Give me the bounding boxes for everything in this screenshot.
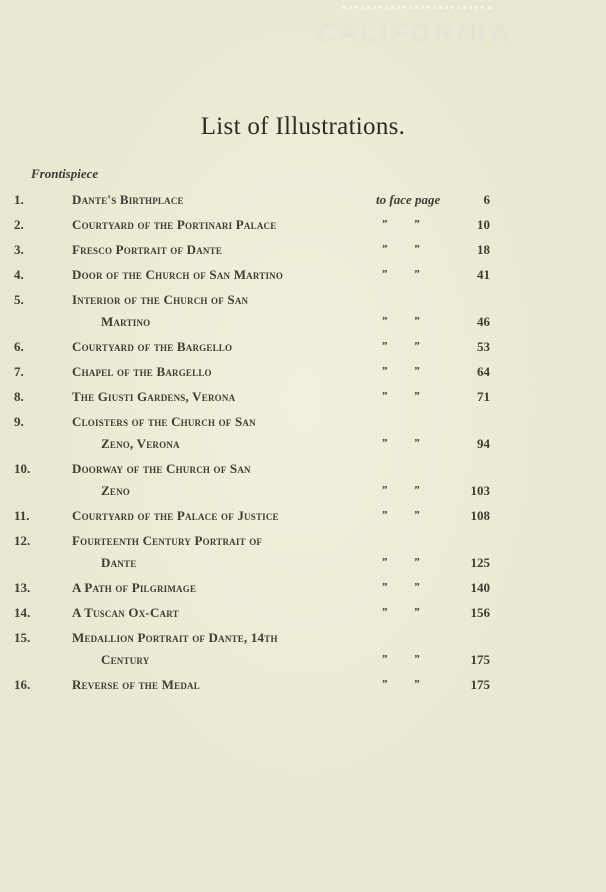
ditto-marks: ” ”: [382, 268, 432, 280]
item-number: 5.: [14, 292, 24, 307]
item-title: Chapel of the Bargello: [72, 364, 212, 379]
ditto-marks: ” ”: [382, 365, 432, 377]
ditto-marks: ” ”: [382, 556, 432, 568]
item-number: 2.: [14, 217, 24, 232]
item-title: A Path of Pilgrimage: [72, 580, 197, 595]
ditto-marks: ” ”: [382, 678, 432, 690]
item-number: 14.: [14, 605, 31, 620]
item-title-continued: Century: [101, 652, 150, 667]
library-stamp: [318, 20, 530, 48]
page-number: 41: [477, 267, 490, 282]
frontispiece-label: Frontispiece: [31, 166, 99, 181]
item-title-continued: Dante: [101, 555, 137, 570]
ditto-marks: ” ”: [382, 390, 432, 402]
item-title: Fresco Portrait of Dante: [72, 242, 223, 257]
item-title: Doorway of the Church of San: [72, 461, 251, 476]
page-number: 6: [483, 192, 490, 207]
item-title: Courtyard of the Bargello: [72, 339, 233, 354]
page-number: 140: [470, 580, 490, 595]
item-title: Door of the Church of San Martino: [72, 267, 284, 282]
item-title: Medallion Portrait of Dante, 14th: [72, 630, 278, 645]
page-title: List of Illustrations.: [200, 113, 406, 140]
page-number: 10: [477, 217, 490, 232]
page-number: 156: [470, 605, 490, 620]
item-number: 8.: [14, 389, 24, 404]
page-number: 108: [470, 508, 490, 523]
item-number: 9.: [14, 414, 24, 429]
item-title-continued: Zeno: [101, 483, 130, 498]
item-title: A Tuscan Ox-Cart: [72, 605, 179, 620]
stamp-top-line: [342, 6, 492, 19]
page-number: 18: [477, 242, 490, 257]
ditto-marks: ” ”: [382, 315, 432, 327]
item-number: 15.: [14, 630, 31, 645]
item-number: 1.: [14, 192, 24, 207]
page-number: 53: [477, 339, 490, 354]
page-number: 175: [470, 652, 490, 667]
to-face-page-label: to face page: [376, 192, 441, 207]
page-number: 94: [477, 436, 490, 451]
page-number: 46: [477, 314, 490, 329]
item-title: Courtyard of the Palace of Justice: [72, 508, 279, 523]
ditto-marks: ” ”: [382, 340, 432, 352]
item-number: 13.: [14, 580, 31, 595]
item-title-continued: Martino: [101, 314, 151, 329]
item-number: 6.: [14, 339, 24, 354]
item-number: 3.: [14, 242, 24, 257]
item-number: 10.: [14, 461, 31, 476]
item-number: 16.: [14, 677, 31, 692]
item-title: Interior of the Church of San: [72, 292, 249, 307]
item-number: 12.: [14, 533, 31, 548]
ditto-marks: ” ”: [382, 437, 432, 449]
ditto-marks: ” ”: [382, 243, 432, 255]
page-number: 64: [477, 364, 490, 379]
page-number: 71: [477, 389, 490, 404]
item-number: 4.: [14, 267, 24, 282]
item-number: 7.: [14, 364, 24, 379]
ditto-marks: ” ”: [382, 509, 432, 521]
page-number: 103: [470, 483, 490, 498]
item-title: Fourteenth Century Portrait of: [72, 533, 263, 548]
ditto-marks: ” ”: [382, 218, 432, 230]
stamp-text: CALIFORNIA: [318, 20, 513, 47]
ditto-marks: ” ”: [382, 581, 432, 593]
item-title: Cloisters of the Church of San: [72, 414, 256, 429]
ditto-marks: ” ”: [382, 653, 432, 665]
ditto-marks: ” ”: [382, 484, 432, 496]
item-number: 11.: [14, 508, 30, 523]
item-title: Reverse of the Medal: [72, 677, 200, 692]
page-number: 125: [470, 555, 490, 570]
item-title: Courtyard of the Portinari Palace: [72, 217, 277, 232]
item-title: Dante's Birthplace: [72, 192, 184, 207]
page-number: 175: [470, 677, 490, 692]
item-title-continued: Zeno, Verona: [101, 436, 180, 451]
ditto-marks: ” ”: [382, 606, 432, 618]
item-title: The Giusti Gardens, Verona: [72, 389, 236, 404]
